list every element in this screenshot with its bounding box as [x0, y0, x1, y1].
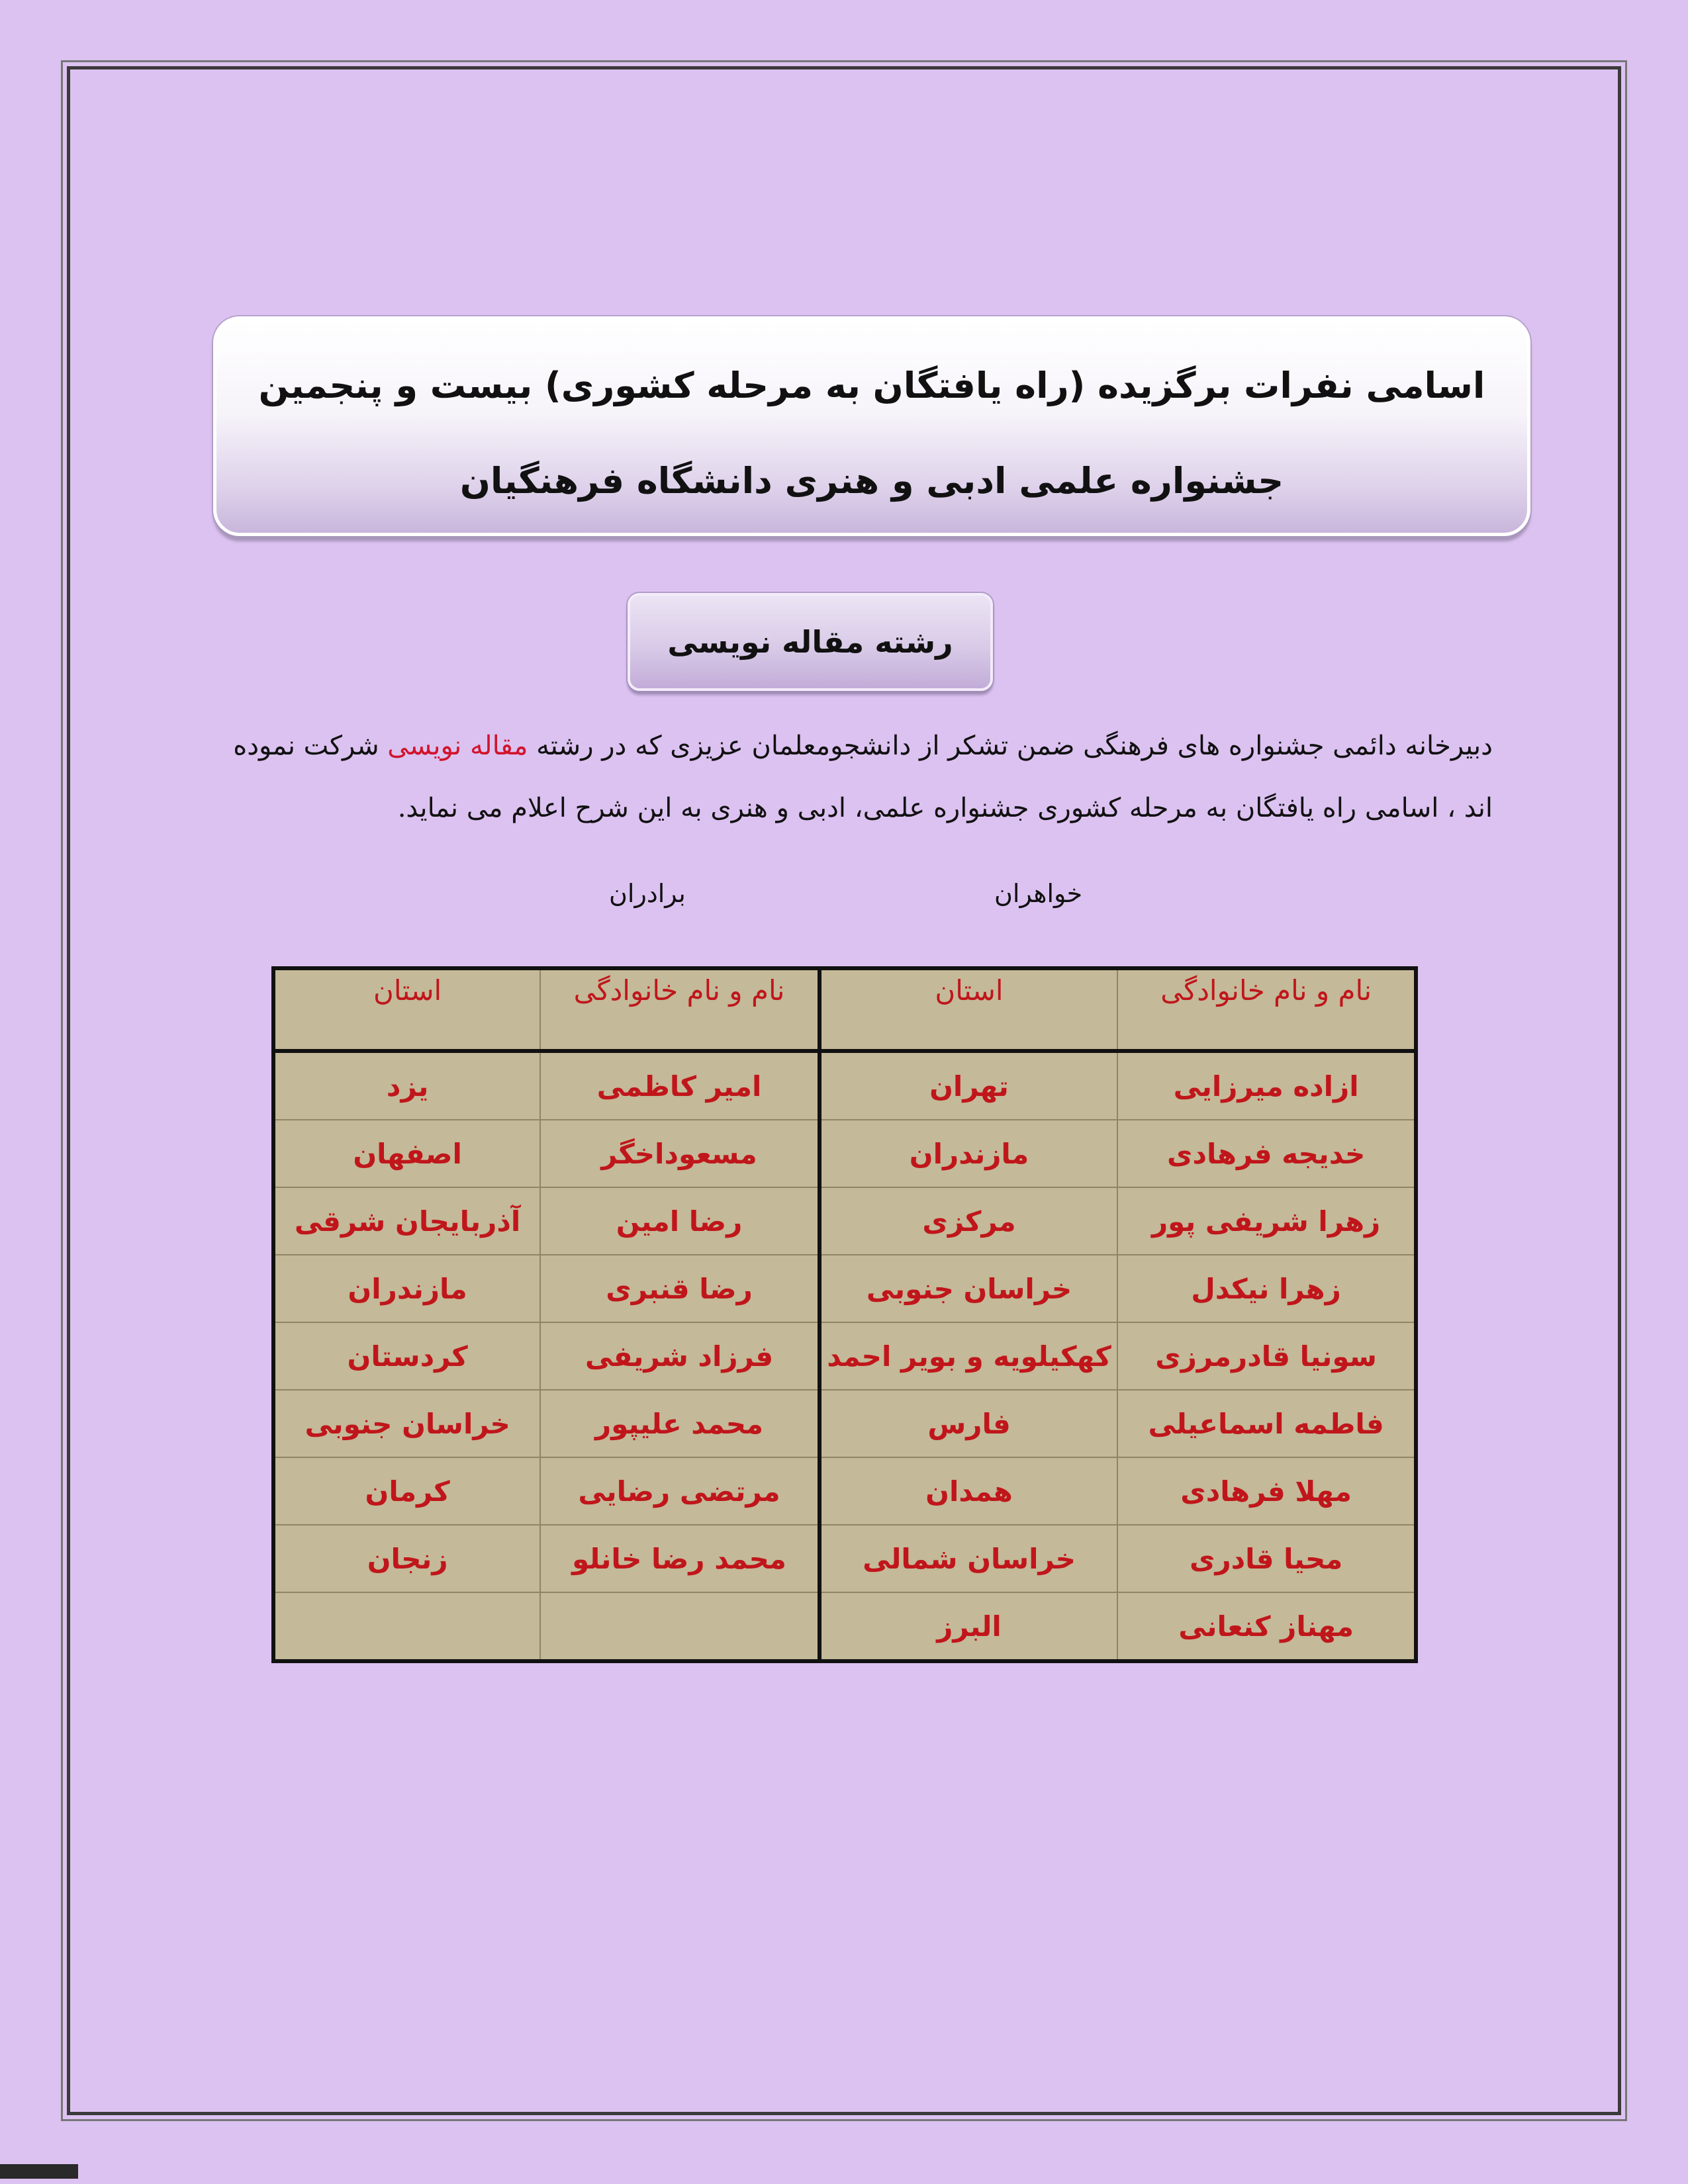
- cell-sister-province: فارس: [820, 1390, 1117, 1457]
- intro-highlight: مقاله نویسی: [387, 731, 528, 761]
- table-row: [273, 1051, 1416, 1120]
- cell-brother-name: مسعوداخگر: [540, 1120, 820, 1187]
- cell-brother-province: آذربایجان شرقی: [273, 1187, 540, 1255]
- cell-brother-name: محمد علیپور: [540, 1390, 820, 1457]
- header-brothers-name: نام و نام خانوادگی: [540, 968, 820, 1051]
- cell-brother-name: [540, 1592, 820, 1661]
- table-row: [273, 1457, 1416, 1525]
- cell-sister-name: زهرا شریفی پور: [1117, 1187, 1416, 1255]
- cell-brother-name: مرتضی رضایی: [540, 1457, 820, 1525]
- table-body: [273, 1051, 1416, 1661]
- cell-brother-province: زنجان: [273, 1525, 540, 1592]
- cell-sister-name: زهرا نیکدل: [1117, 1255, 1416, 1322]
- cell-sister-province: البرز: [820, 1592, 1117, 1661]
- cell-brother-province: کرمان: [273, 1457, 540, 1525]
- cell-sister-name: ازاده میرزایی: [1117, 1051, 1416, 1120]
- header-sisters-name: نام و نام خانوادگی: [1117, 968, 1416, 1051]
- cell-brother-province: خراسان جنوبی: [273, 1390, 540, 1457]
- title-line-2: جشنواره علمی ادبی و هنری دانشگاه فرهنگیان: [459, 460, 1284, 502]
- title-line-1: اسامی نفرات برگزیده (راه یافتگان به مرحله کشوری) بیست و پنجمین: [258, 365, 1485, 406]
- cell-brother-name: فرزاد شریفی: [540, 1322, 820, 1390]
- cell-sister-name: محیا قادری: [1117, 1525, 1416, 1592]
- cell-brother-province: اصفهان: [273, 1120, 540, 1187]
- cell-sister-name: فاطمه اسماعیلی: [1117, 1390, 1416, 1457]
- cell-brother-name: محمد رضا خانلو: [540, 1525, 820, 1592]
- group-label-brothers: برادران: [609, 879, 686, 908]
- intro-text-part1: دبیرخانه دائمی جشنواره های فرهنگی ضمن تشکر از دانشجومعلمان عزیزی که در رشته: [528, 731, 1493, 761]
- cell-sister-name: مهناز کنعانی: [1117, 1592, 1416, 1661]
- cell-sister-name: مهلا فرهادی: [1117, 1457, 1416, 1525]
- category-banner: رشته مقاله نویسی: [628, 593, 993, 691]
- group-label-sisters: خواهران: [994, 879, 1083, 908]
- cell-sister-name: سونیا قادرمرزی: [1117, 1322, 1416, 1390]
- cell-sister-province: مازندران: [820, 1120, 1117, 1187]
- cell-sister-province: خراسان جنوبی: [820, 1255, 1117, 1322]
- table-row: [273, 1390, 1416, 1457]
- table-row: [273, 1525, 1416, 1592]
- header-sisters-province: استان: [820, 968, 1117, 1051]
- cell-sister-province: خراسان شمالی: [820, 1525, 1117, 1592]
- cell-brother-name: رضا امین: [540, 1187, 820, 1255]
- cell-sister-name: خدیجه فرهادی: [1117, 1120, 1416, 1187]
- cell-brother-province: یزد: [273, 1051, 540, 1120]
- watermark-logo: [0, 2164, 78, 2179]
- cell-sister-province: کهکیلویه و بویر احمد: [820, 1322, 1117, 1390]
- table-header-row: [273, 968, 1416, 1051]
- intro-text-part2: شرکت نموده اند ، اسامی راه یافتگان به مرحله کشوری جشنواره علمی، ادبی و هنری به این شرح اعلام می نماید.: [233, 731, 1493, 823]
- intro-paragraph: [218, 715, 1493, 839]
- title-banner: [213, 316, 1530, 536]
- cell-brother-province: [273, 1592, 540, 1661]
- header-brothers-province: استان: [273, 968, 540, 1051]
- cell-brother-province: کردستان: [273, 1322, 540, 1390]
- cell-sister-province: تهران: [820, 1051, 1117, 1120]
- table-row: [273, 1120, 1416, 1187]
- cell-sister-province: مرکزی: [820, 1187, 1117, 1255]
- cell-brother-name: رضا قنبری: [540, 1255, 820, 1322]
- table-row: [273, 1187, 1416, 1255]
- table-row: [273, 1322, 1416, 1390]
- cell-brother-province: مازندران: [273, 1255, 540, 1322]
- cell-brother-name: امیر کاظمی: [540, 1051, 820, 1120]
- table-row: [273, 1592, 1416, 1661]
- winners-table: [271, 966, 1418, 1663]
- cell-sister-province: همدان: [820, 1457, 1117, 1525]
- table-row: [273, 1255, 1416, 1322]
